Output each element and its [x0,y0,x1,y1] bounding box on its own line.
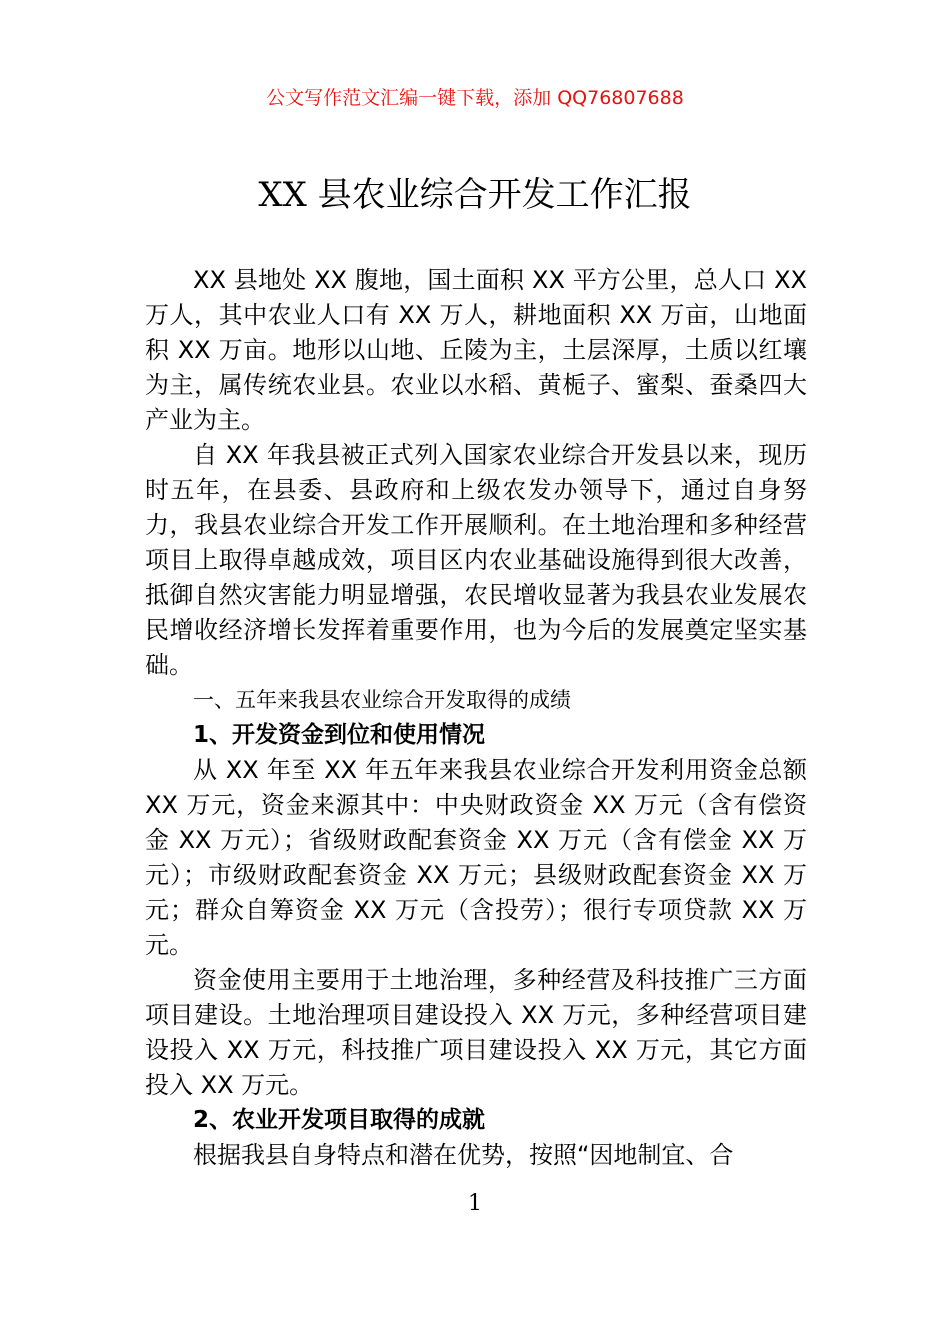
paragraph-project-approach: 根据我县自身特点和潜在优势，按照“因地制宜、合 [193,1141,734,1169]
paragraph-development-history: 自 XX 年我县被正式列入国家农业综合开发县以来，现历时五年，在县委、县政府和上级农发办领导下，通过自身努力，我县农业综合开发工作开展顺利。在土地治理和多种经营项目上取得卓越成效，项目区内农业基础设施得到很大改善，抵御自然灾害能力明显增强，农民增收显著为我县农业发展农民增收经济增长发挥着重要作用，也为今后的发展奠定坚实基础。 [145,441,807,679]
document-body [145,263,807,1173]
section-heading-achievements: 一、五年来我县农业综合开发取得的成绩 [193,688,571,712]
page-number: 1 [468,1191,482,1216]
subheading-project-results: 2、农业开发项目取得的成就 [193,1107,486,1133]
subheading-funding: 1、开发资金到位和使用情况 [193,722,486,748]
download-promo-note: 公文写作范文汇编一键下载，添加 QQ76807688 [266,87,684,109]
paragraph-county-overview: XX 县地处 XX 腹地，国土面积 XX 平方公里，总人口 XX 万人，其中农业人口有 XX 万人，耕地面积 XX 万亩，山地面积 XX 万亩。地形以山地、丘陵为主，土层深厚，土质以红壤为主，属传统农业县。农业以水稻、黄栀子、蜜梨、蚕桑四大产业为主。 [145,266,807,434]
document-title: XX 县农业综合开发工作汇报 [258,175,692,215]
paragraph-funding-sources: 从 XX 年至 XX 年五年来我县农业综合开发利用资金总额 XX 万元，资金来源其中：中央财政资金 XX 万元（含有偿资金 XX 万元）；省级财政配套资金 XX 万元（含有偿金 XX 万元）；市级财政配套资金 XX 万元；县级财政配套资金 XX 万元；群众自筹资金 XX 万元（含投劳）；很行专项贷款 XX 万元。 [145,756,807,959]
paragraph-funding-usage: 资金使用主要用于土地治理，多种经营及科技推广三方面项目建设。土地治理项目建设投入 XX 万元，多种经营项目建设投入 XX 万元，科技推广项目建设投入 XX 万元，其它方面投入 XX 万元。 [145,966,807,1099]
